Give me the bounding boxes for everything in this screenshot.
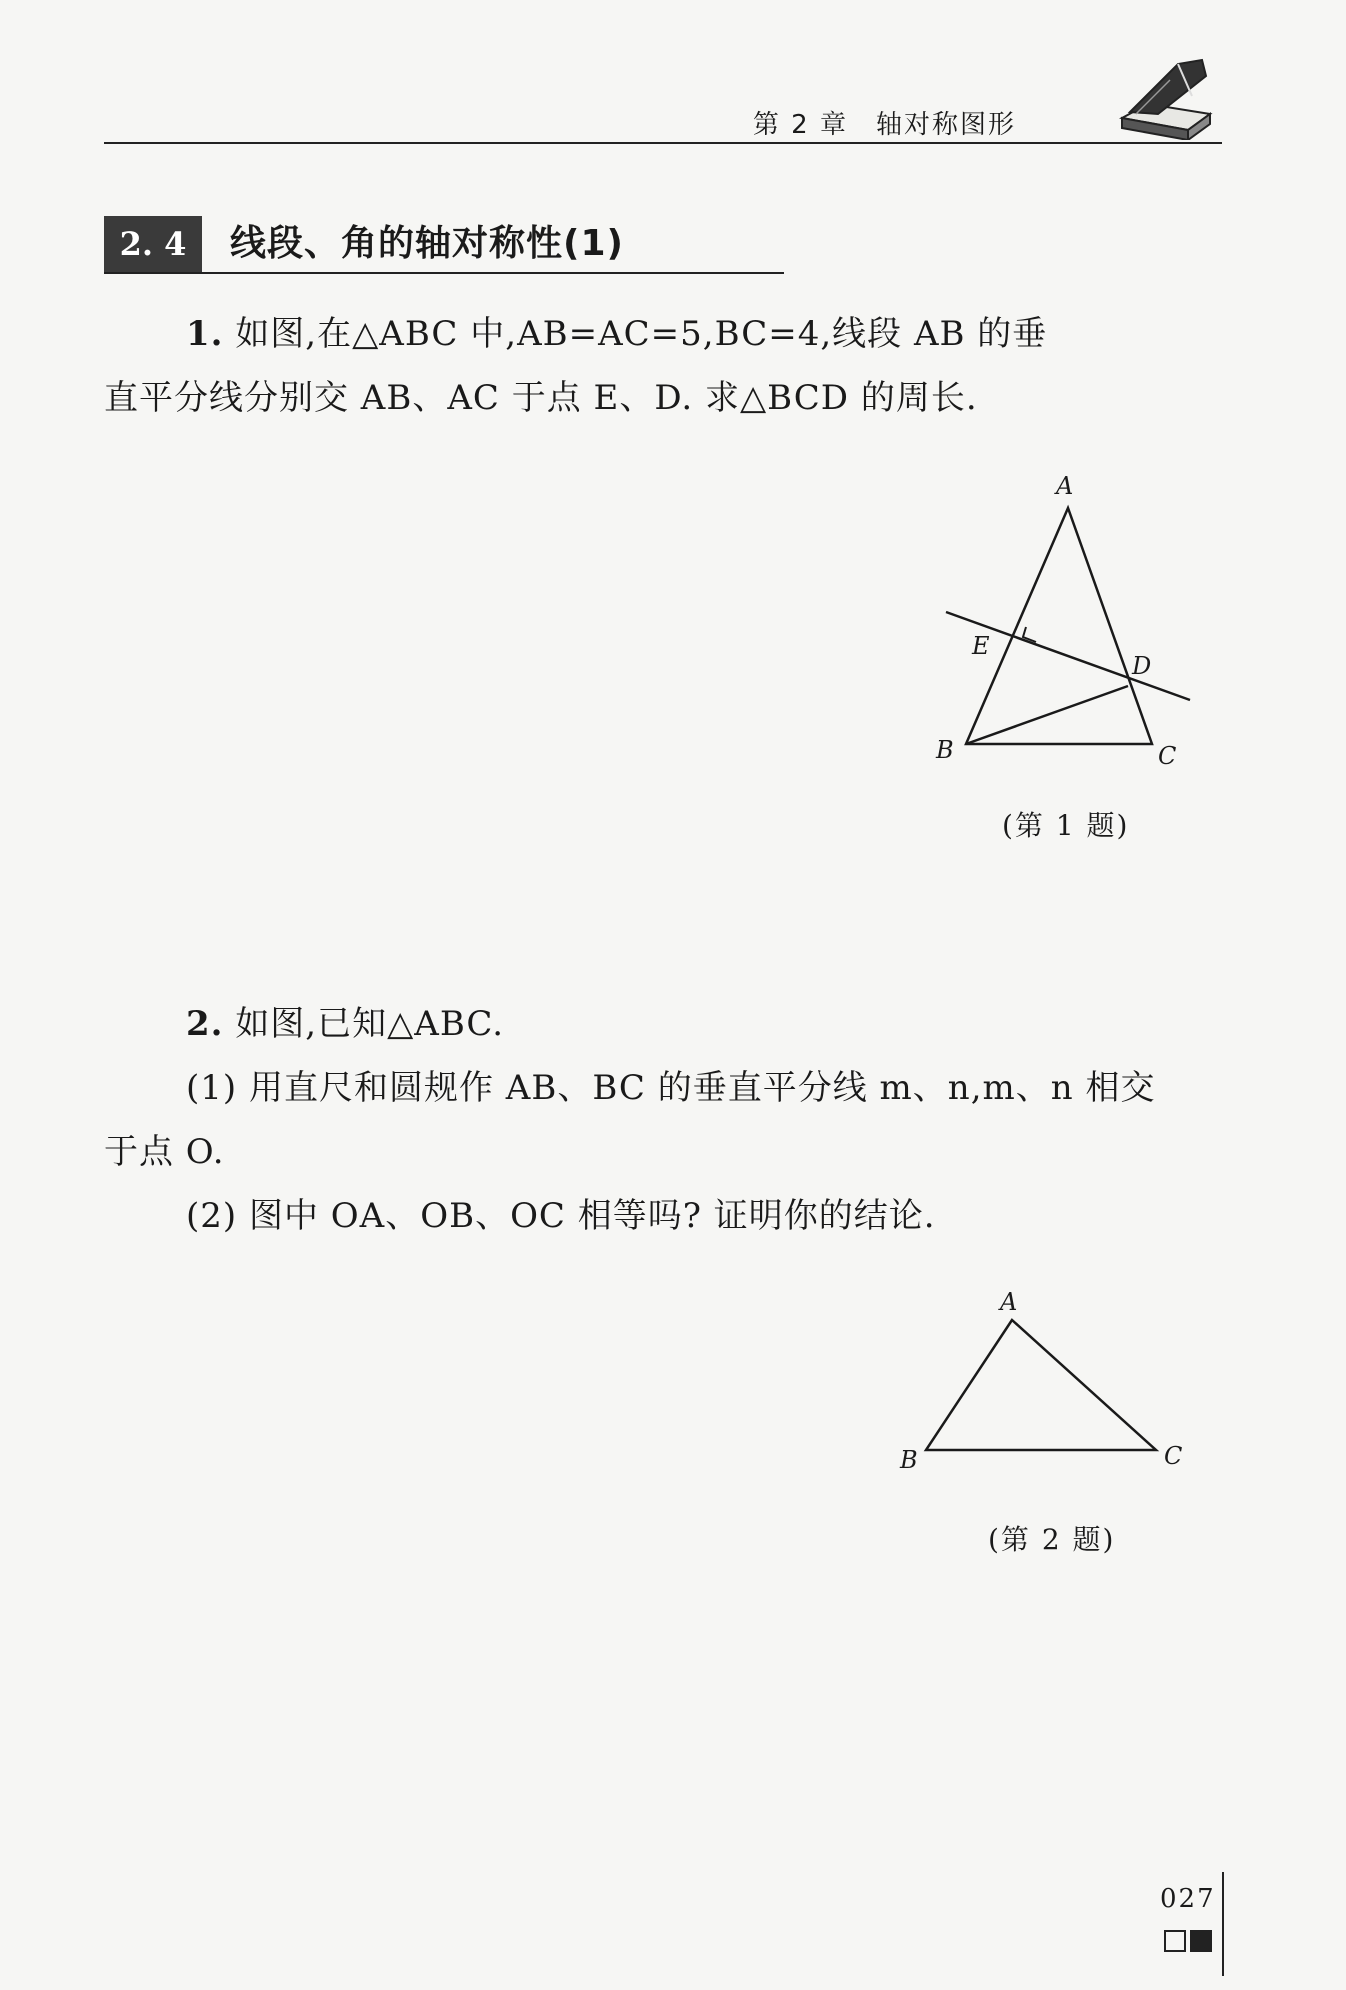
book-icon [1118,56,1214,140]
problem-2-intro-text: 如图,已知△ABC. [235,1004,505,1044]
triangle-abc-2 [926,1320,1156,1450]
label-a-2: A [1000,1288,1018,1316]
chapter-title: 轴对称图形 [875,110,1016,140]
chapter-number: 第 2 章 [752,110,848,140]
section-title: 线段、角的轴对称性(1) [230,223,624,264]
label-a: A [1056,472,1074,500]
problem-1-number: 1. [186,314,224,354]
header-rule [104,142,1222,144]
label-d: D [1132,652,1152,680]
figure-2-caption: (第 2 题) [988,1523,1116,1556]
segment-bd [966,686,1128,744]
label-b-2: B [900,1446,918,1474]
problem-2-part-1-line-2: 于点 O. [104,1132,225,1172]
problem-2-number: 2. [186,1004,224,1044]
hollow-square-mark [1164,1930,1186,1952]
figure-1-caption: (第 1 题) [1002,809,1130,842]
page-number: 027 [1160,1884,1216,1914]
problem-1-text-2: 直平分线分别交 AB、AC 于点 E、D. 求△BCD 的周长. [104,378,978,418]
label-e: E [972,632,990,660]
problem-1-line-1 [104,302,1222,366]
triangle-abc [966,508,1152,744]
problem-2-intro [104,992,1222,1056]
filled-square-mark [1190,1930,1212,1952]
section-number: 2. 4 [104,216,202,272]
problem-2-figure [880,1280,1200,1484]
problem-1-text-1: 如图,在△ABC 中,AB=AC=5,BC=4,线段 AB 的垂 [235,314,1048,354]
running-head [753,104,1016,141]
problem-1-line-2 [104,366,1222,430]
problem-2-part-1-line-1: (1) 用直尺和圆规作 AB、BC 的垂直平分线 m、n,m、n 相交 [186,1068,1156,1108]
problem-1-figure [900,464,1220,788]
label-c: C [1158,742,1177,770]
folio-marks [1164,1930,1218,1958]
folio-rule [1222,1872,1224,1976]
problem-2-part-2: (2) 图中 OA、OB、OC 相等吗? 证明你的结论. [186,1196,936,1236]
label-b: B [936,736,954,764]
label-c-2: C [1164,1442,1183,1470]
section-heading [104,216,784,274]
